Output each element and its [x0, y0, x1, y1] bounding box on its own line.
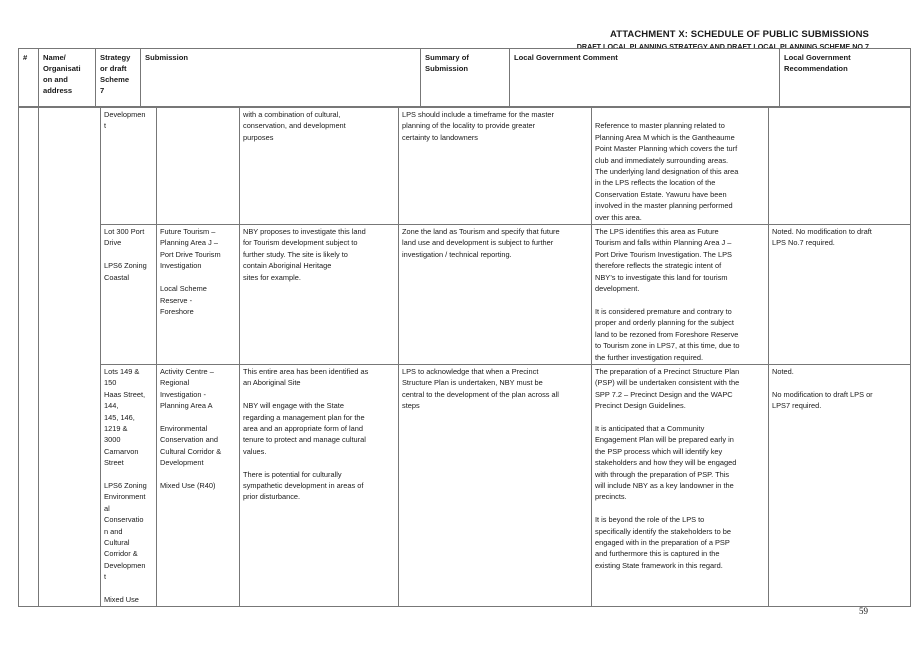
- number-cell: [19, 108, 39, 607]
- organisation-cell: [39, 108, 101, 607]
- comment-cell: Reference to master planning related to Planning Area M which is the Gantheaume Point Master Planning which covers the turf club and immediately surrounding areas. The underlying land designation of this area in the LPS reflects the location of the Conservation Estate. Yawuru have been involved in the master planning performed over this area.: [592, 108, 769, 225]
- comment-cell: The LPS identifies this area as Future Tourism and falls within Planning Area J – Port Drive Tourism Investigation. The LPS therefore reflects the strategic intent of NBY’s to investigate this land for tourism development. It is considered premature and contrary to proper and orderly planning for the subject land to be rezoned from Foreshore Reserve to Tourism zone in LPS7, at this time, due to the further investigation required.: [592, 225, 769, 365]
- header-summary: Summary of Submission: [421, 49, 510, 107]
- document-title: ATTACHMENT X: SCHEDULE OF PUBLIC SUBMISSIONS: [610, 29, 869, 40]
- recommendation-cell: Noted. No modification to draft LPS No.7 required.: [769, 225, 911, 365]
- table-row: [19, 108, 911, 225]
- summary-cell: LPS should include a timeframe for the master planning of the locality to provide greater certainty to landowners: [399, 108, 592, 225]
- recommendation-cell: Noted. No modification to draft LPS or LPS7 required.: [769, 364, 911, 607]
- summary-cell: Zone the land as Tourism and specify that future land use and development is subject to further investigation / technical reporting.: [399, 225, 592, 365]
- header-name: Name/ Organisati on and address: [39, 49, 96, 107]
- strategy-cell: Activity Centre – Regional Investigation - Planning Area A Environmental Conservation and Cultural Corridor & Development Mixed Use (R40): [157, 364, 240, 607]
- submission-cell: This entire area has been identified as an Aboriginal Site NBY will engage with the State regarding a management plan for the area and an appropriate form of land tenure to protect and manage cultural values. There is potential for culturally sympathetic development in areas of prior disturbance.: [240, 364, 399, 607]
- recommendation-cell: [769, 108, 911, 225]
- strategy-cell: [157, 108, 240, 225]
- header-strategy: Strategy or draft Scheme 7: [96, 49, 141, 107]
- location-cell: Lot 300 Port Drive LPS6 Zoning Coastal: [101, 225, 157, 365]
- submission-cell: NBY proposes to investigate this land for Tourism development subject to further study. The site is likely to contain Aboriginal Heritage sites for example.: [240, 225, 399, 365]
- submissions-table: [18, 107, 911, 607]
- table-row: [19, 364, 911, 607]
- strategy-cell: Future Tourism – Planning Area J – Port Drive Tourism Investigation Local Scheme Reserve - Foreshore: [157, 225, 240, 365]
- comment-cell: The preparation of a Precinct Structure Plan (PSP) will be undertaken consistent with the SPP 7.2 – Precinct Design and the WAPC Precinct Design Guidelines. It is anticipated that a Community Engagement Plan will be prepared early in the PSP process which will identify key stakeholders and how they will be engaged with through the preparation of PSP. This will include NBY as a key landowner in the precincts. It is beyond the role of the LPS to specifically identify the stakeholders to be engaged with in the preparation of a PSP and furthermore this is captured in the existing State framework in this regard.: [592, 364, 769, 607]
- submission-cell: with a combination of cultural, conservation, and development purposes: [240, 108, 399, 225]
- location-cell: Lots 149 & 150 Haas Street, 144, 145, 146, 1219 & 3000 Carnarvon Street LPS6 Zoning Environment al Conservatio n and Cultural Corridor & Developmen t Mixed Use: [101, 364, 157, 607]
- table-header: [18, 48, 911, 107]
- header-number: #: [19, 49, 39, 107]
- header-recommendation: Local Government Recommendation: [780, 49, 911, 107]
- table-row: [19, 225, 911, 365]
- location-cell: Developmen t: [101, 108, 157, 225]
- document-subtitle: DRAFT LOCAL PLANNING STRATEGY AND DRAFT LOCAL PLANNING SCHEME NO 7: [576, 42, 869, 51]
- header-submission: Submission: [141, 49, 421, 107]
- header-comment: Local Government Comment: [510, 49, 780, 107]
- summary-cell: LPS to acknowledge that when a Precinct Structure Plan is undertaken, NBY must be central to the development of the plan across all steps: [399, 364, 592, 607]
- page-number: 59: [859, 606, 868, 616]
